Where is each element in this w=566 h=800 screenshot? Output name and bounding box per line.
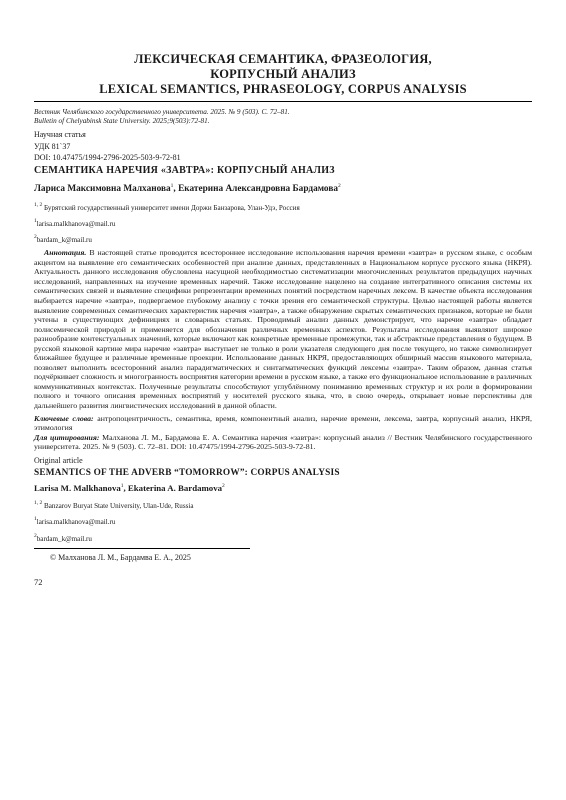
author-2-en-sup: 2	[222, 483, 225, 490]
affiliation-ru-sup: 1, 2	[34, 201, 43, 208]
affiliation-ru-text: Бурятский государственный университет имени Доржи Банзарова, Улан-Удэ, Россия	[44, 203, 300, 212]
author-1-en-sup: 1	[120, 483, 124, 490]
abstract-label: Аннотация.	[44, 248, 87, 258]
affiliation-en-text: Banzarov Buryat State University, Ulan-Ude, Russia	[44, 502, 194, 511]
journal-citation-ru: Вестник Челябинского государственного университета. 2025. № 9 (503). С. 72–81.	[34, 108, 290, 116]
keywords-ru	[34, 414, 532, 433]
citation-label: Для цитирования:	[34, 432, 100, 442]
author-1-ru: Лариса Максимовна Малханова	[34, 183, 171, 194]
email-2-ru	[34, 232, 532, 245]
page-number: 72	[34, 576, 43, 587]
journal-citation-en: Bulletin of Chelyabinsk State University. 2025;9(503):72-81.	[34, 117, 210, 126]
authors-separator-en: ,	[123, 483, 128, 494]
article-title-ru: СЕМАНТИКА НАРЕЧИЯ «ЗАВТРА»: КОРПУСНЫЙ АНАЛИЗ	[34, 164, 335, 176]
article-page	[34, 52, 532, 587]
doi: DOI: 10.47475/1994-2796-2025-503-9-72-81	[34, 153, 181, 163]
email-2-en-sup: 2	[34, 532, 37, 539]
header-rule	[34, 101, 532, 102]
email-1-en-text: larisa.malkhanova@mail.ru	[36, 518, 116, 527]
keywords-text: антропоцентричность, семантика, время, компонентный анализ, наречие времени, лексема, завтра, корпусный анализ, НКРЯ, этимология	[34, 413, 532, 433]
section-header-line-2: КОРПУСНЫЙ АНАЛИЗ	[210, 67, 356, 81]
email-2-en	[34, 531, 532, 544]
affiliation-ru	[34, 200, 532, 213]
email-1-ru-sup: 1	[34, 217, 37, 224]
article-type-ru: Научная статья	[34, 130, 86, 140]
citation-text: Малханова Л. М., Бардамова Е. А. Семантика наречия «завтра»: корпусный анализ // Вестник Челябинского государственного университета. 2025. № 9 (503). С. 72–81. DOI: 10.47475/1994-2796-2025-503-9-72-81.	[34, 432, 532, 452]
author-1-ru-sup: 1	[170, 182, 174, 189]
authors-en	[34, 483, 532, 493]
citation-ru	[34, 433, 532, 452]
udc-code: УДК 81`37	[34, 141, 71, 151]
email-1-ru-text: larisa.malkhanova@mail.ru	[36, 219, 116, 228]
affiliation-block-ru	[34, 200, 532, 246]
email-2-en-text: bardam_k@mail.ru	[36, 534, 92, 543]
email-1-en	[34, 514, 532, 527]
authors-separator-ru: ,	[173, 183, 179, 194]
section-header	[34, 52, 532, 97]
article-meta	[34, 129, 532, 163]
abstract-ru	[34, 248, 532, 410]
affiliation-block-en	[34, 498, 532, 544]
journal-citation	[34, 108, 532, 126]
section-header-line-3: LEXICAL SEMANTICS, PHRASEOLOGY, CORPUS ANALYSIS	[99, 82, 467, 96]
copyright-notice: © Малханова Л. М., Бардамва Е. А., 2025	[34, 548, 250, 563]
author-1-en: Larisa M. Malkhanova	[34, 483, 121, 494]
email-2-ru-text: bardam_k@mail.ru	[36, 236, 92, 245]
affiliation-en	[34, 498, 532, 511]
article-type-en: Original article	[34, 455, 83, 465]
section-header-line-1: ЛЕКСИЧЕСКАЯ СЕМАНТИКА, ФРАЗЕОЛОГИЯ,	[134, 52, 432, 66]
authors-ru	[34, 180, 532, 195]
email-1-ru	[34, 216, 532, 229]
abstract-text: В настоящей статье проводится всестороннее исследование использования наречия времени «завтра» в русском языке, с особым акцентом на выявление его семантических особенностей при анализе данных, представленных в Национальном корпусе русского языка (НКРЯ). Актуальность данного исследования обусловлена насущной необходимостью систематизации многочисленных результатов предыдущих научных исследований, направленных на изучение временных наречий. Также исследование нацелено на создание интегративного описания системы их семантических связей и выявление специфики репрезентации временных понятий посредством наречных лексем. В качестве объекта исследования выбирается наречие «завтра», подвергаемое глубокому анализу с точки зрения его семантической структуры. Целью настоящей работы является выявление современных семантических характеристик наречия «завтра», а также обнаружение скрытых семантических признаков, которые не были учтены в существующих дефинициях и словарных статьях. Проводимый анализ данных демонстрирует, что наречие «завтра» обладает полисемической природой и применяется для обозначения различных временных аспектов. Результаты исследования выявляют широкое разнообразие контекстуальных значений, которые включают как конкретные временные промежутки, так и абстрактные представления о будущем. В русской языковой картине мира наречие «завтра» выступает не только в роли указателя следующего дня после текущего, но также символизирует ближайшее будущее и различные временные проекции. Использование данных НКРЯ, предоставляющих обширный массив языкового материала, позволяет выполнить всесторонний анализ парадигматических и синтагматических функций лексемы «завтра». Таким образом, данная статья подчёркивает сложность и многогранность восприятия категории времени в русском языке, а также его функциональное использование в различных коммуникативных контекстах. Полученные результаты способствуют углублённому пониманию временных структур и их роли в формировании полного и точного описания временных восприятий у носителей русского языка, что, в свою очередь, открывает новые перспективы для дальнейшего развития лингвистических исследований в данной области.	[34, 248, 533, 410]
author-2-en: Ekaterina A. Bardamova	[127, 483, 223, 494]
author-2-ru: Екатерина Александровна Бардамова	[178, 183, 339, 194]
affiliation-en-sup: 1, 2	[34, 500, 43, 507]
keywords-label: Ключевые слова:	[34, 413, 94, 423]
email-1-en-sup: 1	[34, 516, 37, 523]
article-title-en: SEMANTICS OF THE ADVERB “TOMORROW”: CORPUS ANALYSIS	[34, 468, 340, 479]
author-2-ru-sup: 2	[338, 182, 341, 189]
email-2-ru-sup: 2	[34, 234, 37, 241]
